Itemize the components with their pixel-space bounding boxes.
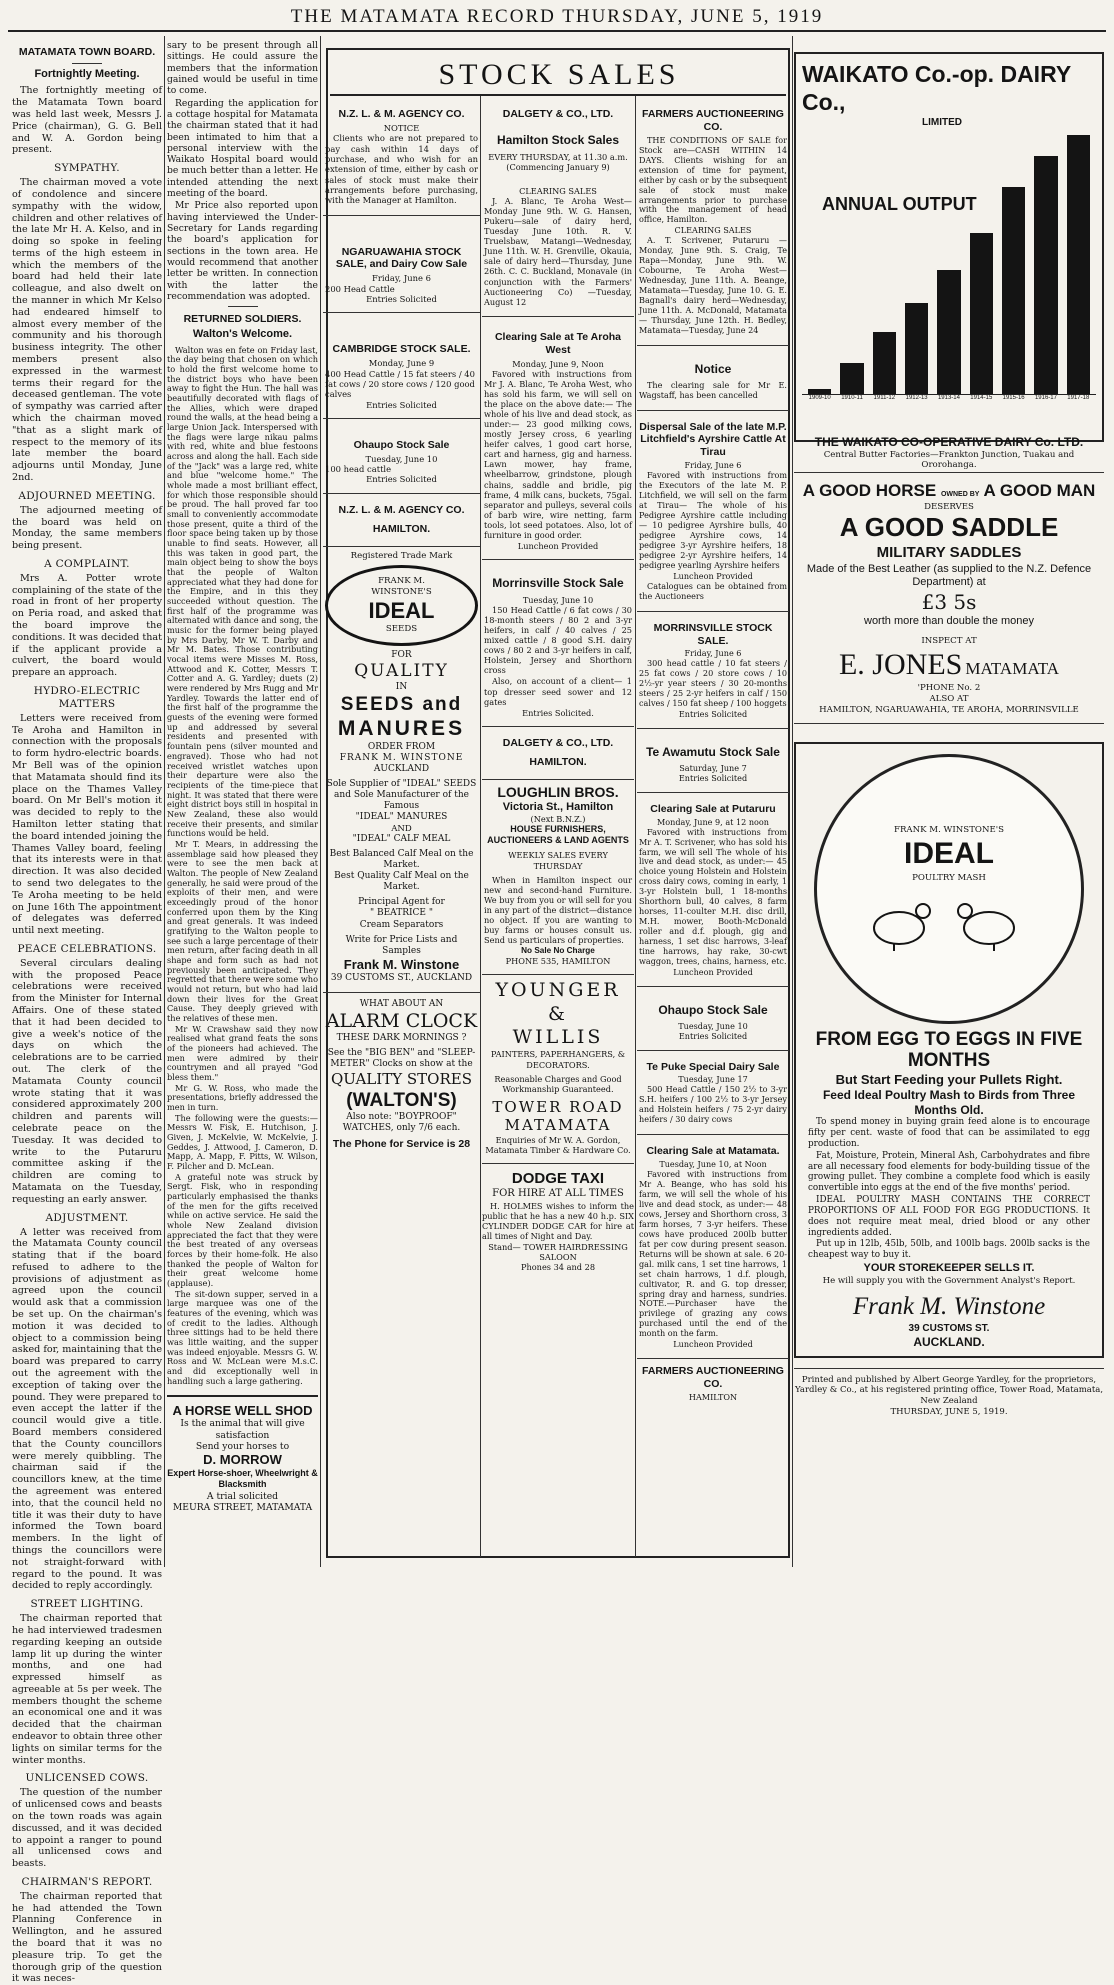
- sale-listing: [637, 1135, 789, 1359]
- ad-text: AND: [391, 823, 412, 834]
- sale-listing: [637, 793, 789, 987]
- sale-text: Favored with instructions from Mr A. T. Scrivener, who has sold his farm, we will sell The whole of his live and dead stock, as under:— 45 choice young Holstein and Holstein cross dairy cows, coming in early, 1 3-yr Holstein bull, 1 18-months Shorthorn bull, 40 calves, 8 farm horses, 11-coulter M.H. disc drill, M.H. mower, Booth-McDonald roller and d.f. plough, gig and harness, 1 set disc harrows, 3-leaf tine harrows, hay rake, 30-cwt waggon, trees, chains, harness, etc.: [639, 826, 787, 966]
- ad-text: AUCKLAND: [373, 764, 430, 775]
- company-footer: [637, 1365, 789, 1403]
- ad-text: Also note: "BOYPROOF" WATCHES, only 7/6 each.: [342, 1112, 461, 1134]
- company-heading: N.Z. L. & M. AGENCY CO.: [338, 108, 465, 120]
- ad-text: IDEAL POULTRY MASH CONTAINS THE CORRECT PROPORTIONS OF ALL FOOD FOR EGG PRODUCTIONS. It does not require meat meal, dried blood or any other ingredients added.: [808, 1195, 1090, 1238]
- sale-listing: [323, 216, 480, 314]
- company-town: HAMILTON: [688, 1392, 738, 1403]
- sale-lots: 100 head cattle: [325, 464, 392, 475]
- section-heading: CLEARING SALES: [519, 185, 597, 196]
- ad-text: LIMITED: [922, 116, 962, 128]
- logo-maker: FRANK M. WINSTONE'S: [371, 576, 432, 597]
- ad-text: FRANK M. WINSTONE: [339, 753, 464, 764]
- ad-text: Sole Supplier of "IDEAL" SEEDS: [326, 779, 477, 790]
- column-rule: [320, 36, 321, 1567]
- ad-text: Put up in 12lb, 45lb, 50lb, and 100lb bags. 200lb sacks is the cheapest way to buy it.: [808, 1239, 1090, 1261]
- company-heading: DALGETY & CO., LTD.: [502, 736, 614, 749]
- ad-body: [802, 1117, 1096, 1261]
- ad-text: AUCKLAND.: [913, 1335, 985, 1350]
- ad-text: ALSO AT: [929, 694, 969, 705]
- sale-text: Catalogues can be obtained from the Auctioneers: [639, 580, 787, 601]
- sale-heading: Hamilton Stock Sales: [496, 132, 620, 147]
- ad-phone: The Phone for Service is 28: [332, 1138, 471, 1151]
- chart-bar: [970, 233, 993, 394]
- luncheon-note: Luncheon Provided: [673, 966, 753, 977]
- chart-tick-label: 1910-11: [841, 394, 863, 401]
- chart-bar: [937, 270, 960, 394]
- ad-headline: ALARM CLOCK: [325, 1009, 478, 1032]
- column-rule: [480, 96, 481, 1557]
- article-paragraph: sary to be present through all sittings. He could assure the members that the information gained would be useful in time to come.: [167, 40, 318, 97]
- ad-text: IN: [395, 681, 408, 692]
- article-paragraph: The chairman reported that he had attended the Town Planning Conference in Wellington, and he assured the board that it was no pleasure trip. To get the thorough grip of the question it was neces-: [12, 1890, 162, 1985]
- ad-headline: [794, 481, 1104, 502]
- ad-text: WHAT ABOUT AN: [359, 998, 444, 1009]
- ad-headline: WILLIS: [512, 1026, 604, 1049]
- ad-text: "IDEAL" MANURES: [355, 812, 448, 823]
- bar-labels: [802, 395, 1096, 402]
- section-heading: STREET LIGHTING.: [30, 1598, 144, 1611]
- ad-name: E. JONES: [838, 647, 963, 681]
- logo-product: SEEDS: [385, 624, 418, 635]
- ad-text: YOUR STOREKEEPER SELLS IT.: [863, 1261, 1035, 1274]
- ad-headline: DODGE TAXI: [511, 1169, 605, 1187]
- sale-date: Monday, June 9, at 12 noon: [656, 816, 770, 827]
- company-heading: DALGETY & CO., LTD.: [502, 108, 614, 120]
- logo-product: POULTRY MASH: [912, 872, 986, 883]
- sale-text: Favored with instructions from the Executors of the late M. P. Litchfield, we will sell on the farm at Tirau— The whole of his Pedigree Ayrshire cattle including— 10 pedigree Ayrshire bulls, 40 pedigree Ayrshire cows, 14 pedigree 3-yr Ayrshire heifers, 18 pedigree 2-yr Ayrshire heifers, 14 pedigree yearling Ayrshire heifers: [639, 470, 787, 570]
- ad-headline: SEEDS and: [340, 693, 463, 715]
- article-paragraph: The following were the guests:—Messrs W. Fisk, E. Hutchison, J. Given, J. McKelvie, W. McKelvie, J. Geddes, J. Attwood, J. Cameron, D. Mapp, A. Mapp, F. Pitts, W. Wilson, F. Pilcher and D. McLean.: [167, 1112, 318, 1172]
- sale-heading: Dispersal Sale of the late M.P. Litchfield's Ayrshire Cattle At Tirau: [639, 420, 787, 459]
- chart-tick-label: 1915-16: [1002, 394, 1025, 401]
- masthead: THE MATAMATA RECORD THURSDAY, JUNE 5, 1919: [290, 6, 824, 27]
- sale-list: J. A. Blanc, Te Aroha West—Monday June 9th. W. G. Hansen, Pukeru—sale of dairy herd, Tuesday June 10th. R. V. Truelsbaw, Matangi—Wednesday, June 11th. W. H. Grenville, Okauia, sale of dairy herd—Thursday, June 26th. C. C. Buckland, Monavale (in conjunction with the Farmers' Auctioneering Co) —Tuesday, August 12: [484, 195, 632, 307]
- column-rule: [164, 36, 165, 1567]
- section-heading: ADJOURNED MEETING.: [18, 489, 156, 502]
- divider: [228, 306, 258, 307]
- ad-text: He will supply you with the Government Analyst's Report.: [822, 1275, 1076, 1286]
- ad-text: HOUSE FURNISHERS, AUCTIONEERS & LAND AGENTS: [487, 824, 629, 846]
- article-paragraph: The sit-down supper, served in a large marquee was one of the features of the evening, which was of credit to the ladies. Although three sittings had to be held there was little waiting, and the supper was indeed enjoyable. Messrs G. W. Ross and W. McLean were M.s.C. and did exceptionally well in handling such a large gathering.: [167, 1288, 318, 1386]
- article-paragraph: Mr G. W. Ross, who made the presentations, briefly addressed the men in turn.: [167, 1082, 318, 1113]
- section-heading: PEACE CELEBRATIONS.: [17, 942, 157, 955]
- notice-heading: NOTICE: [383, 122, 420, 133]
- sale-date: Tuesday, June 10: [678, 1020, 748, 1031]
- ad-text: Reasonable Charges and Good Workmanship Guaranteed.: [494, 1073, 622, 1094]
- ad-headline: FROM EGG TO EGGS IN FIVE MONTHS: [815, 1029, 1083, 1072]
- ad-text: A trial solicited: [206, 1490, 279, 1502]
- article-paragraph: Regarding the application for a cottage hospital for Matamata the chairman stated that it had been intimated to him that a personal interview with the Waikato Hospital board would be much better than a letter. He intended attending the next meeting of the board.: [167, 97, 318, 200]
- sale-date: EVERY THURSDAY, at 11.30 a.m. (Commencing January 9): [488, 151, 628, 172]
- sale-text: Favored with instructions from Mr A. Beange, who has sold his farm, we will sell the whole of his live and dead stock, as under:— 48 cows, Jersey and Shorthorn cross, 3 farm horses, 7 3-yr heifers. These cows have produced 200lb butter fat per cow during present season. Returns will be shown at sale. 6 20-gal. milk cans, 1 set tine harrows, 1 set chain harrows, 1 d.f. plough, cultivator, R. and G. top dresser, spring dray and harness, sundries. NOTE.—Purchaser have the privilege of grazing any cows purchased until the end of the month on the farm.: [639, 1169, 787, 1339]
- sale-listing: [323, 313, 480, 419]
- ad-text: See the "BIG BEN" and "SLEEP-METER" Clocks on show at the: [327, 1048, 476, 1070]
- dodge-taxi-ad: [482, 1164, 634, 1272]
- chart-bar: [840, 363, 863, 394]
- sale-heading: Te Puke Special Dairy Sale: [646, 1060, 780, 1073]
- bar-area: [802, 135, 1096, 395]
- sale-heading: MORRINSVILLE STOCK SALE.: [653, 621, 773, 647]
- company-footer: [482, 727, 634, 780]
- section-heading: SYMPATHY.: [54, 162, 120, 175]
- notice-box: [637, 346, 789, 411]
- section-heading: HYDRO-ELECTRIC MATTERS: [33, 685, 141, 710]
- ad-text: INSPECT AT: [921, 636, 977, 647]
- ad-text: THESE DARK MORNINGS ?: [336, 1033, 467, 1044]
- ad-phone: PHONE 535, HAMILTON: [505, 956, 611, 967]
- chart-tick-label: 1917-18: [1067, 394, 1090, 401]
- ideal-seeds-logo: [325, 565, 478, 646]
- sale-lots: 300 head cattle / 10 fat steers / 25 fat cows / 20 store cows / 10 2½-yr year steers / 30 20-months steers / 25 2-yr heifers in calf / 150 calves / 150 fat sheep / 100 hoggets: [639, 658, 787, 709]
- horse-shoe-ad: [167, 1395, 318, 1514]
- waikato-dairy-ad: [794, 52, 1104, 471]
- sale-listing: [637, 612, 789, 729]
- imprint-date: THURSDAY, JUNE 5, 1919.: [890, 1407, 1008, 1418]
- ad-phone: Phones 34 and 28: [520, 1261, 596, 1272]
- farmers-conditions: [637, 98, 789, 346]
- sale-listing: [323, 419, 480, 494]
- sale-list: A. T. Scrivener, Putaruru — Monday, June 9th. S. Craig, Te Rapa—Monday, June 9th. W. Cobourne, Te Aroha West—Wednesday, June 11th. A. Beange, Matamata—Tuesday, June 10. G. E. Bagnall's dairy herd—Wednesday, June 11th. A. McDonald, Matamata — Thursday, June 12th. H. Bedley, Matamata—Tuesday, June 24: [639, 235, 787, 335]
- sale-entries: Entries Solicited: [678, 709, 748, 720]
- section-heading: CHAIRMAN'S REPORT.: [21, 1875, 153, 1888]
- chart-tick-label: 1916-17: [1034, 394, 1057, 401]
- notice-text: Clients who are not prepared to pay cash within 14 days of purchase, and who wish for an extension of time, either by cash or sales of stock must make their arrangements before purchasing, with the Manager at Hamilton.: [325, 133, 478, 206]
- sale-heading: Morrinsville Stock Sale: [492, 576, 624, 591]
- article-paragraph: Mr W. Crawshaw said they now realised what grand feats the sons of the pioneers had achieved. The men were admired by their countrymen and all prayed "God bless them.": [167, 1023, 318, 1082]
- logo-brand: IDEAL: [368, 598, 435, 624]
- returned-soldiers-column: [167, 40, 318, 1570]
- ideal-seeds-ad: [323, 547, 480, 993]
- ad-phone: 'PHONE No. 2: [917, 683, 981, 694]
- town-board-column: [12, 40, 162, 1985]
- chart-tick-label: 1909-10: [808, 394, 831, 401]
- sale-listing: [482, 317, 634, 560]
- sale-entries: Entries Solicited: [678, 1030, 748, 1041]
- ad-headline: (WALTON'S): [346, 1089, 457, 1111]
- ad-text: MATAMATA: [965, 658, 1060, 678]
- luncheon-note: Luncheon Provided: [673, 570, 753, 581]
- article-paragraph: Letters were received from Te Aroha and Hamilton in connection with the proposals to form hydro-electric boards. Mr Bell was of the opinion that Matamata should find its place on the Thames Valley board. On Mr Bell's motion it was decided to reply to the Hamilton letter stating that the board intended joining the Thames Valley board, feeling that its interests were in that direction. It was also decided to send two delegates to the Te Aroha meeting to be held on June 16th The appointment of delegates was deferred until next meeting.: [12, 712, 162, 937]
- ad-text: OWNED BY: [940, 491, 980, 498]
- ad-text: Best Quality Calf Meal on the Market.: [334, 871, 469, 893]
- ad-text: "IDEAL" CALF MEAL: [352, 834, 451, 845]
- ad-text: (Next B.N.Z.): [530, 814, 586, 825]
- sale-listing: [637, 987, 789, 1051]
- column-rule: [792, 36, 793, 1567]
- chart-tick-label: 1912-13: [905, 394, 928, 401]
- sale-heading: Clearing Sale at Putaruru: [650, 802, 776, 815]
- sale-entries: Entries Solicited: [678, 772, 748, 783]
- ad-headline: MATAMATA: [504, 1116, 612, 1135]
- sale-heading: Ohaupo Stock Sale: [658, 1002, 768, 1017]
- nzlm-notice: [323, 98, 480, 216]
- sale-listing: [637, 729, 789, 793]
- ad-headline: Feed Ideal Poultry Mash to Birds from Three Months Old.: [822, 1087, 1076, 1117]
- ads-column: [794, 52, 1104, 1552]
- younger-willis-ad: [482, 975, 634, 1163]
- chart-title: ANNUAL OUTPUT: [822, 193, 977, 214]
- divider: [330, 94, 786, 96]
- ad-footer: THE WAIKATO CO-OPERATIVE DAIRY Co. LTD.: [814, 434, 1084, 449]
- ad-headline: QUALITY STORES: [331, 1070, 472, 1089]
- ad-headline: MANURES: [337, 717, 466, 741]
- imprint: [794, 1368, 1104, 1418]
- ad-text: When in Hamilton inspect our new and second-hand Furniture. We buy from you or will sell for you in any part of the district—distance no object. If you are wanting to buy farms or houses consult us. Send us particulars of properties.: [484, 874, 632, 946]
- ad-headline: TOWER ROAD: [492, 1097, 624, 1116]
- alarm-clock-ad: [323, 993, 480, 1151]
- sale-entries: Entries Solicited: [366, 399, 437, 410]
- ad-text: To spend money in buying grain feed alone is to encourage fifty per cent. waste of food that can be assimilated to egg production.: [808, 1117, 1090, 1150]
- sale-date: Friday, June 6: [684, 648, 742, 659]
- article-paragraph: Several circulars dealing with the proposed Peace celebrations were received from the Minister for Internal Affairs. One of these stated that it had been decided to give a week's notice of the days on which the celebrations are to be carried out. The clerk of the Matamata County council wrote stating that it was considered approximately 200 children and parents will celebrate peace on the Tuesday. It was decided to write to the Putaruru committee asking if the children are coming to Matamata on the Tuesday, requesting an early answer.: [12, 957, 162, 1205]
- chart-bar: [905, 303, 928, 394]
- ad-text: H. HOLMES wishes to inform the public that he has a new 40 h.p. SIX CYLINDER DODGE CAR for hire at all times of Night and Day.: [482, 1200, 634, 1241]
- sale-heading: CAMBRIDGE STOCK SALE.: [332, 343, 471, 356]
- ad-name: LOUGHLIN BROS.: [497, 783, 619, 800]
- article-paragraph: Mr Price also reported upon having interviewed the Under-Secretary for Lands regarding the board's application for sections in the town area. He would recommend that another letter be written. In connection with the latter the recommendation was adopted.: [167, 200, 318, 302]
- sale-date: Tuesday, June 10, at Noon: [659, 1159, 767, 1170]
- sale-lots: 500 Head Cattle / 150 2½ to 3-yr S.H. heifers / 100 2½ to 3-yr Jersey and Holstein heifers / 75 2-yr dairy heifers / 30 dairy cows: [639, 1084, 787, 1125]
- nzlm-column: [323, 98, 480, 1553]
- hamilton-stock-sales: [482, 98, 634, 317]
- company-heading: FARMERS AUCTIONEERING CO.: [642, 1365, 784, 1391]
- ad-text: WEEKLY SALES EVERY THURSDAY: [508, 850, 608, 871]
- ad-text: Central Butter Factories—Frankton Junction, Tuakau and Ororohanga.: [823, 449, 1075, 471]
- article-paragraph: A grateful note was struck by Sergt. Fisk, who in responding particularly emphasised the thanks of the men for the gifts received while on active service. He said the whole New Zealand division appreciated the fact that they were the best treated of any overseas forces by their home-folk. He also thanked the people of Walton for their great welcome home (applause).: [167, 1171, 318, 1289]
- ad-text: Enquiries of Mr W. A. Gordon, Matamata Timber & Hardware Co.: [485, 1134, 631, 1155]
- sale-heading: Clearing Sale at Matamata.: [646, 1145, 780, 1158]
- section-heading: UNLICENSED COWS.: [25, 1772, 149, 1785]
- article-body: [167, 346, 318, 1387]
- dalgety-column: [482, 98, 634, 1553]
- masthead-rule: [8, 30, 1106, 32]
- logo-maker: FRANK M. WINSTONE'S: [893, 825, 1005, 836]
- article-subtitle: Fortnightly Meeting.: [34, 67, 140, 80]
- chart-bar: [1002, 187, 1025, 394]
- sale-heading: NGARUAWAHIA STOCK SALE, and Dairy Cow Sale: [335, 245, 468, 271]
- article-paragraph: The question of the number of unlicensed cows and beasts on the town roads was again discussed, and it was decided to appoint a ranger to pound all unlicensed cows and beasts.: [12, 1787, 162, 1870]
- ad-text: Best Balanced Calf Meal on the Market.: [329, 849, 474, 871]
- ad-text: No Sale No Charge: [521, 946, 595, 956]
- sale-date: Friday, June 6: [372, 273, 431, 284]
- ad-text: A GOOD MAN: [983, 481, 1096, 500]
- sale-lots: 200 Head Cattle: [325, 283, 395, 294]
- ad-text: Principal Agent for: [358, 897, 445, 908]
- article-title: RETURNED SOLDIERS.: [183, 313, 302, 326]
- article-paragraph: The chairman reported that he had interviewed tradesmen regarding keeping an outside lamp lit up during the winter months, and one had expressed himself as agreeable at 5s per week. The members thought the scheme an economical one and it was decided that the chairman endeavor to obtain three other lights on similar terms for the winter months.: [12, 1613, 162, 1766]
- hen-illustration-icon: [859, 883, 1039, 953]
- ad-headline: A HORSE WELL SHOD: [172, 1402, 313, 1418]
- ad-text: ORDER FROM: [367, 742, 436, 753]
- sale-lots: 400 Head Cattle / 15 fat steers / 40 fat cows / 20 store cows / 120 good calves: [325, 368, 475, 400]
- chart-bar: [808, 389, 831, 394]
- sale-date: Saturday, June 7: [679, 762, 747, 773]
- chart-bar: [873, 332, 896, 394]
- sale-heading: Te Awamutu Stock Sale: [646, 745, 780, 760]
- article-paragraph: A letter was received from the Matamata County council stating that if the board refused to adhere to the provisions of adjustment as agreed upon the council would ask that a commission be set up. On the chairman's motion it was decided to object to a commission being asked for, maintaining that the board was prepared to carry out the agreement with the exception of taking over the pound. They were prepared to even accept the latter if the council would give a title. Board members considered that the County councillors were merely quibbling. The chairman said if the councillors knew, at the time the agreement was entered into, that the council held no title it was their duty to have informed the Town board members. In the light of things the councillors were not straight-forward with regard to the pound. It was decided to reply accordingly.: [12, 1226, 162, 1592]
- chart-bar: [1034, 156, 1057, 394]
- sale-date: Tuesday, June 10: [365, 453, 438, 464]
- ad-text: Expert Horse-shoer, Wheelwright & Blacksmith: [167, 1468, 318, 1490]
- ad-text: Is the animal that will give satisfaction: [180, 1418, 305, 1441]
- ad-headline: But Start Feeding your Pullets Right.: [835, 1071, 1063, 1087]
- company-town: HAMILTON.: [529, 755, 587, 768]
- ad-text: PAINTERS, PAPERHANGERS, & DECORATORS.: [490, 1049, 626, 1070]
- notice-text: THE CONDITIONS OF SALE for Stock are—CASH WITHIN 14 DAYS. Clients wishing for an extension of time for payment, either by cash or by the subsequent sale of stock must make arrangements prior to purchase with the management of head office, Hamilton.: [639, 134, 787, 225]
- notice-text: The clearing sale for Mr E. Wagstaff, has been cancelled: [639, 379, 787, 400]
- ad-text: Send your horses to: [195, 1441, 290, 1453]
- ad-text: Victoria St., Hamilton: [502, 800, 614, 813]
- ad-text: MEURA STREET, MATAMATA: [172, 1501, 313, 1513]
- sale-date: Tuesday, June 17: [678, 1074, 748, 1085]
- sale-heading: Ohaupo Stock Sale: [353, 438, 450, 451]
- loughlin-ad: [482, 780, 634, 976]
- article-paragraph: The adjourned meeting of the board was held on Monday, the same members being present.: [12, 504, 162, 552]
- article-paragraph: The fortnightly meeting of the Matamata Town board was held last week, Messrs J. Price (chairman), G. G. Bell and W. A. Gordon being present.: [12, 85, 162, 156]
- farmers-column: [637, 98, 789, 1553]
- ad-headline: QUALITY: [354, 660, 449, 681]
- trade-mark-note: Registered Trade Mark: [350, 550, 453, 561]
- ad-text: Cream Separators: [359, 919, 444, 930]
- article-paragraph: Mr T. Mears, in addressing the assemblage said how pleased they were to see the men back at Walton. The people of New Zealand generally, he said were proud of the exploits of their men, and were exceedingly proud of the honor conferred upon them by the King and great generals. It was indeed gratifying to the Walton people to see such a large percentage of their men return, after facing death in all shape and form such as had not previously been anticipated. They regretted that there were some who would not return, but who had laid down their lives for the Great Cause. They deeply grieved with the relatives of these men.: [167, 838, 318, 1023]
- company-heading: FARMERS AUCTIONEERING CO.: [642, 108, 784, 133]
- luncheon-note: Luncheon Provided: [517, 540, 599, 551]
- chart-tick-label: 1911-12: [873, 394, 896, 401]
- chart-bar: [1067, 135, 1090, 394]
- sale-date: Monday, June 9, Noon: [512, 358, 604, 369]
- ad-text: FOR HIRE AT ALL TIMES: [492, 1188, 624, 1200]
- column-rule: [635, 96, 636, 1557]
- article-subtitle: Walton's Welcome.: [192, 328, 293, 341]
- sale-lots: 150 Head Cattle / 6 fat cows / 30 18-month steers / 80 2 and 3-yr heifers, in calf / 40 calves / 25 mixed cattle / 8 good S.H. dairy cows / 80 2 and 3-yr heifers in calf, Holstein, Jersey and Shorthorn cross: [484, 604, 632, 676]
- section-heading: A COMPLAINT.: [44, 557, 130, 570]
- sale-heading: Clearing Sale at Te Aroha West: [494, 330, 622, 356]
- ad-text: HAMILTON, NGARUAWAHIA, TE AROHA, MORRINSVILLE: [819, 704, 1079, 715]
- company-footer: [323, 494, 480, 547]
- stock-sales-title: STOCK SALES: [438, 58, 680, 91]
- sale-text: Also, on account of a client— 1 top dresser seed sower and 12 gates: [484, 676, 632, 707]
- ad-text: 39 CUSTOMS ST., AUCKLAND: [330, 972, 473, 983]
- ad-price: £3 5s: [921, 589, 977, 614]
- notice-heading: Notice: [694, 361, 732, 376]
- sale-date: Tuesday, June 10: [522, 594, 594, 605]
- company-town: HAMILTON.: [372, 522, 431, 535]
- output-chart: [802, 135, 1096, 435]
- ad-name: Frank M. Winstone: [343, 956, 460, 972]
- ad-text: Stand— TOWER HAIRDRESSING SALOON: [488, 1241, 628, 1262]
- sale-text: Favored with instructions from Mr J. A. Blanc, Te Aroha West, who has sold his farm, we will sell on the place on the above date:— The whole of his live and dead stock, as under:— 23 good milking cows, mostly Jersey cross, 6 yearling heifer calves, 1 good cart horse, cart and harness, gig and harness. Lawn mower, hay frame, wheelbarrow, grindstone, plough chains, saddle and bridle, pig frame, 4 milk cans, buckets, 75gal. separator and pulleys, several coils of barb wire, wire netting, farm tools, lot seed potatoes. Also, lot of furniture in good order.: [484, 368, 632, 540]
- chart-tick-label: 1914-15: [970, 394, 993, 401]
- article-paragraph: Walton was en fete on Friday last, the day being that chosen on which to hold the first welcome home to the district boys who have been away to fight the Hun. The hall was beautifully decorated with flags of the Allies, which were draped round the walls, at the head being a large Union Jack. Interspersed with the flags were large nikau palms with red, white and blue festoons across and along the hall. Each side of the "Jack" was a large red, white and blue "welcome home." The whole made a most brilliant effect, for which those responsible should be proud. The hall proved far too small to conveniently accommodate those present, quite a third of the floor space being taken up by those unable to find seats. However, all this was taken in good part, the main object being to show the boys that the people of Walton appreciated what they had done for the Empire, and in this they succeeded without question. The first half of the programme was alternated with dance and song, the music for the former being played by Mrs Darby, Mr W. T. Darby and Mr M. Bates. Those contributing vocal items were Misses M. Ross, Attwood and K. Cotter, Messrs T. Cotter and A. G. Yardley; duets (2) were rendered by Mrs Rugg and Mr Yardley. Towards the latter end of the first half of the programme the guests of the evening were formed up and addressed by several residents and presented with fountain pens (silver mounted and engraved). Those who had not received wristlet watches upon their departure were also the recipients of the time-piece that night. It was stated that there were eight district boys still in hospital in New Zealand, these also would receive their presents, and similar functions would be held.: [167, 344, 318, 839]
- ad-headline: A GOOD SADDLE: [839, 512, 1059, 543]
- sale-entries: Entries Solicited.: [522, 707, 594, 718]
- jones-saddle-ad: [794, 472, 1104, 724]
- ad-text: and Sole Manufacturer of the Famous: [334, 790, 469, 812]
- ad-text: Fat, Moisture, Protein, Mineral Ash, Carbohydrates and fibre are all necessary food elements for body-building tissue of the growing pullet. They combine a complete food which is easily convertible into eggs at the end of the five months' period.: [808, 1150, 1090, 1194]
- ad-name: D. MORROW: [203, 1452, 282, 1468]
- divider: [72, 63, 102, 64]
- poultry-mash-ad: [794, 742, 1104, 1358]
- ad-text: worth more than double the money: [864, 614, 1034, 627]
- ad-text: A GOOD HORSE: [802, 481, 937, 500]
- ad-text: Made of the Best Leather (as supplied to the N.Z. Defence Department) at: [806, 562, 1092, 589]
- article-paragraph: The chairman moved a vote of condolence and sincere sympathy with the widow, children and other relatives of the late Mr H. A. Kelso, and in doing so spoke in feeling terms of the high esteem in which the members of the board had held their late colleague, and also dwelt on the manner in which Mr Kelso had endeared himself to almost every member of the community and his thorough business integrity. The other members present also expressed in the warmest terms their regard for the deceased gentleman. The vote of sympathy was carried after which the chairman moved "that as a slight mark of respect to the memory of its late member the board adjourns until Monday, June 2nd.: [12, 177, 162, 484]
- ad-text: FOR: [391, 649, 412, 660]
- chart-tick-label: 1913-14: [937, 394, 960, 401]
- sale-listing: [637, 1051, 789, 1136]
- sale-entries: Entries Solicited: [366, 474, 437, 485]
- imprint-text: Printed and published by Albert George Yardley, for the proprietors, Yardley & Co., at his registered printing office, Tower Road, Matamata, New Zealand: [794, 1374, 1104, 1406]
- article-title: MATAMATA TOWN BOARD.: [18, 46, 156, 58]
- section-heading: ADJUSTMENT.: [45, 1211, 129, 1224]
- sale-listing: [637, 411, 789, 612]
- signature: Frank M. Winstone: [852, 1293, 1046, 1321]
- ad-text: " BEATRICE ": [370, 908, 433, 919]
- ad-text: 39 CUSTOMS ST.: [908, 1322, 990, 1334]
- ad-headline: YOUNGER &: [495, 979, 621, 1025]
- section-heading: CLEARING SALES: [674, 225, 752, 236]
- company-heading: N.Z. L. & M. AGENCY CO.: [338, 503, 465, 516]
- luncheon-note: Luncheon Provided: [673, 1339, 753, 1350]
- sale-date: Monday, June 9: [368, 358, 435, 369]
- ideal-poultry-logo: [814, 754, 1084, 1024]
- article-paragraph: Mrs A. Potter wrote complaining of the state of the road in front of her property on Peria road, and asked that the board improve the conditions. It was decided that if the applicant provide a culvert, the board would prepare an approach.: [12, 572, 162, 679]
- ad-text: DESERVES: [924, 501, 974, 512]
- sale-date: Friday, June 6: [684, 460, 742, 471]
- ad-text: MILITARY SADDLES: [876, 544, 1022, 562]
- logo-brand: IDEAL: [904, 836, 994, 870]
- ad-headline: WAIKATO Co.-op. DAIRY Co.,: [802, 61, 1071, 116]
- sale-entries: Entries Solicited: [366, 294, 437, 304]
- ad-name: [794, 647, 1104, 684]
- sale-listing: [482, 560, 634, 727]
- ad-text: Write for Price Lists and Samples: [345, 934, 458, 956]
